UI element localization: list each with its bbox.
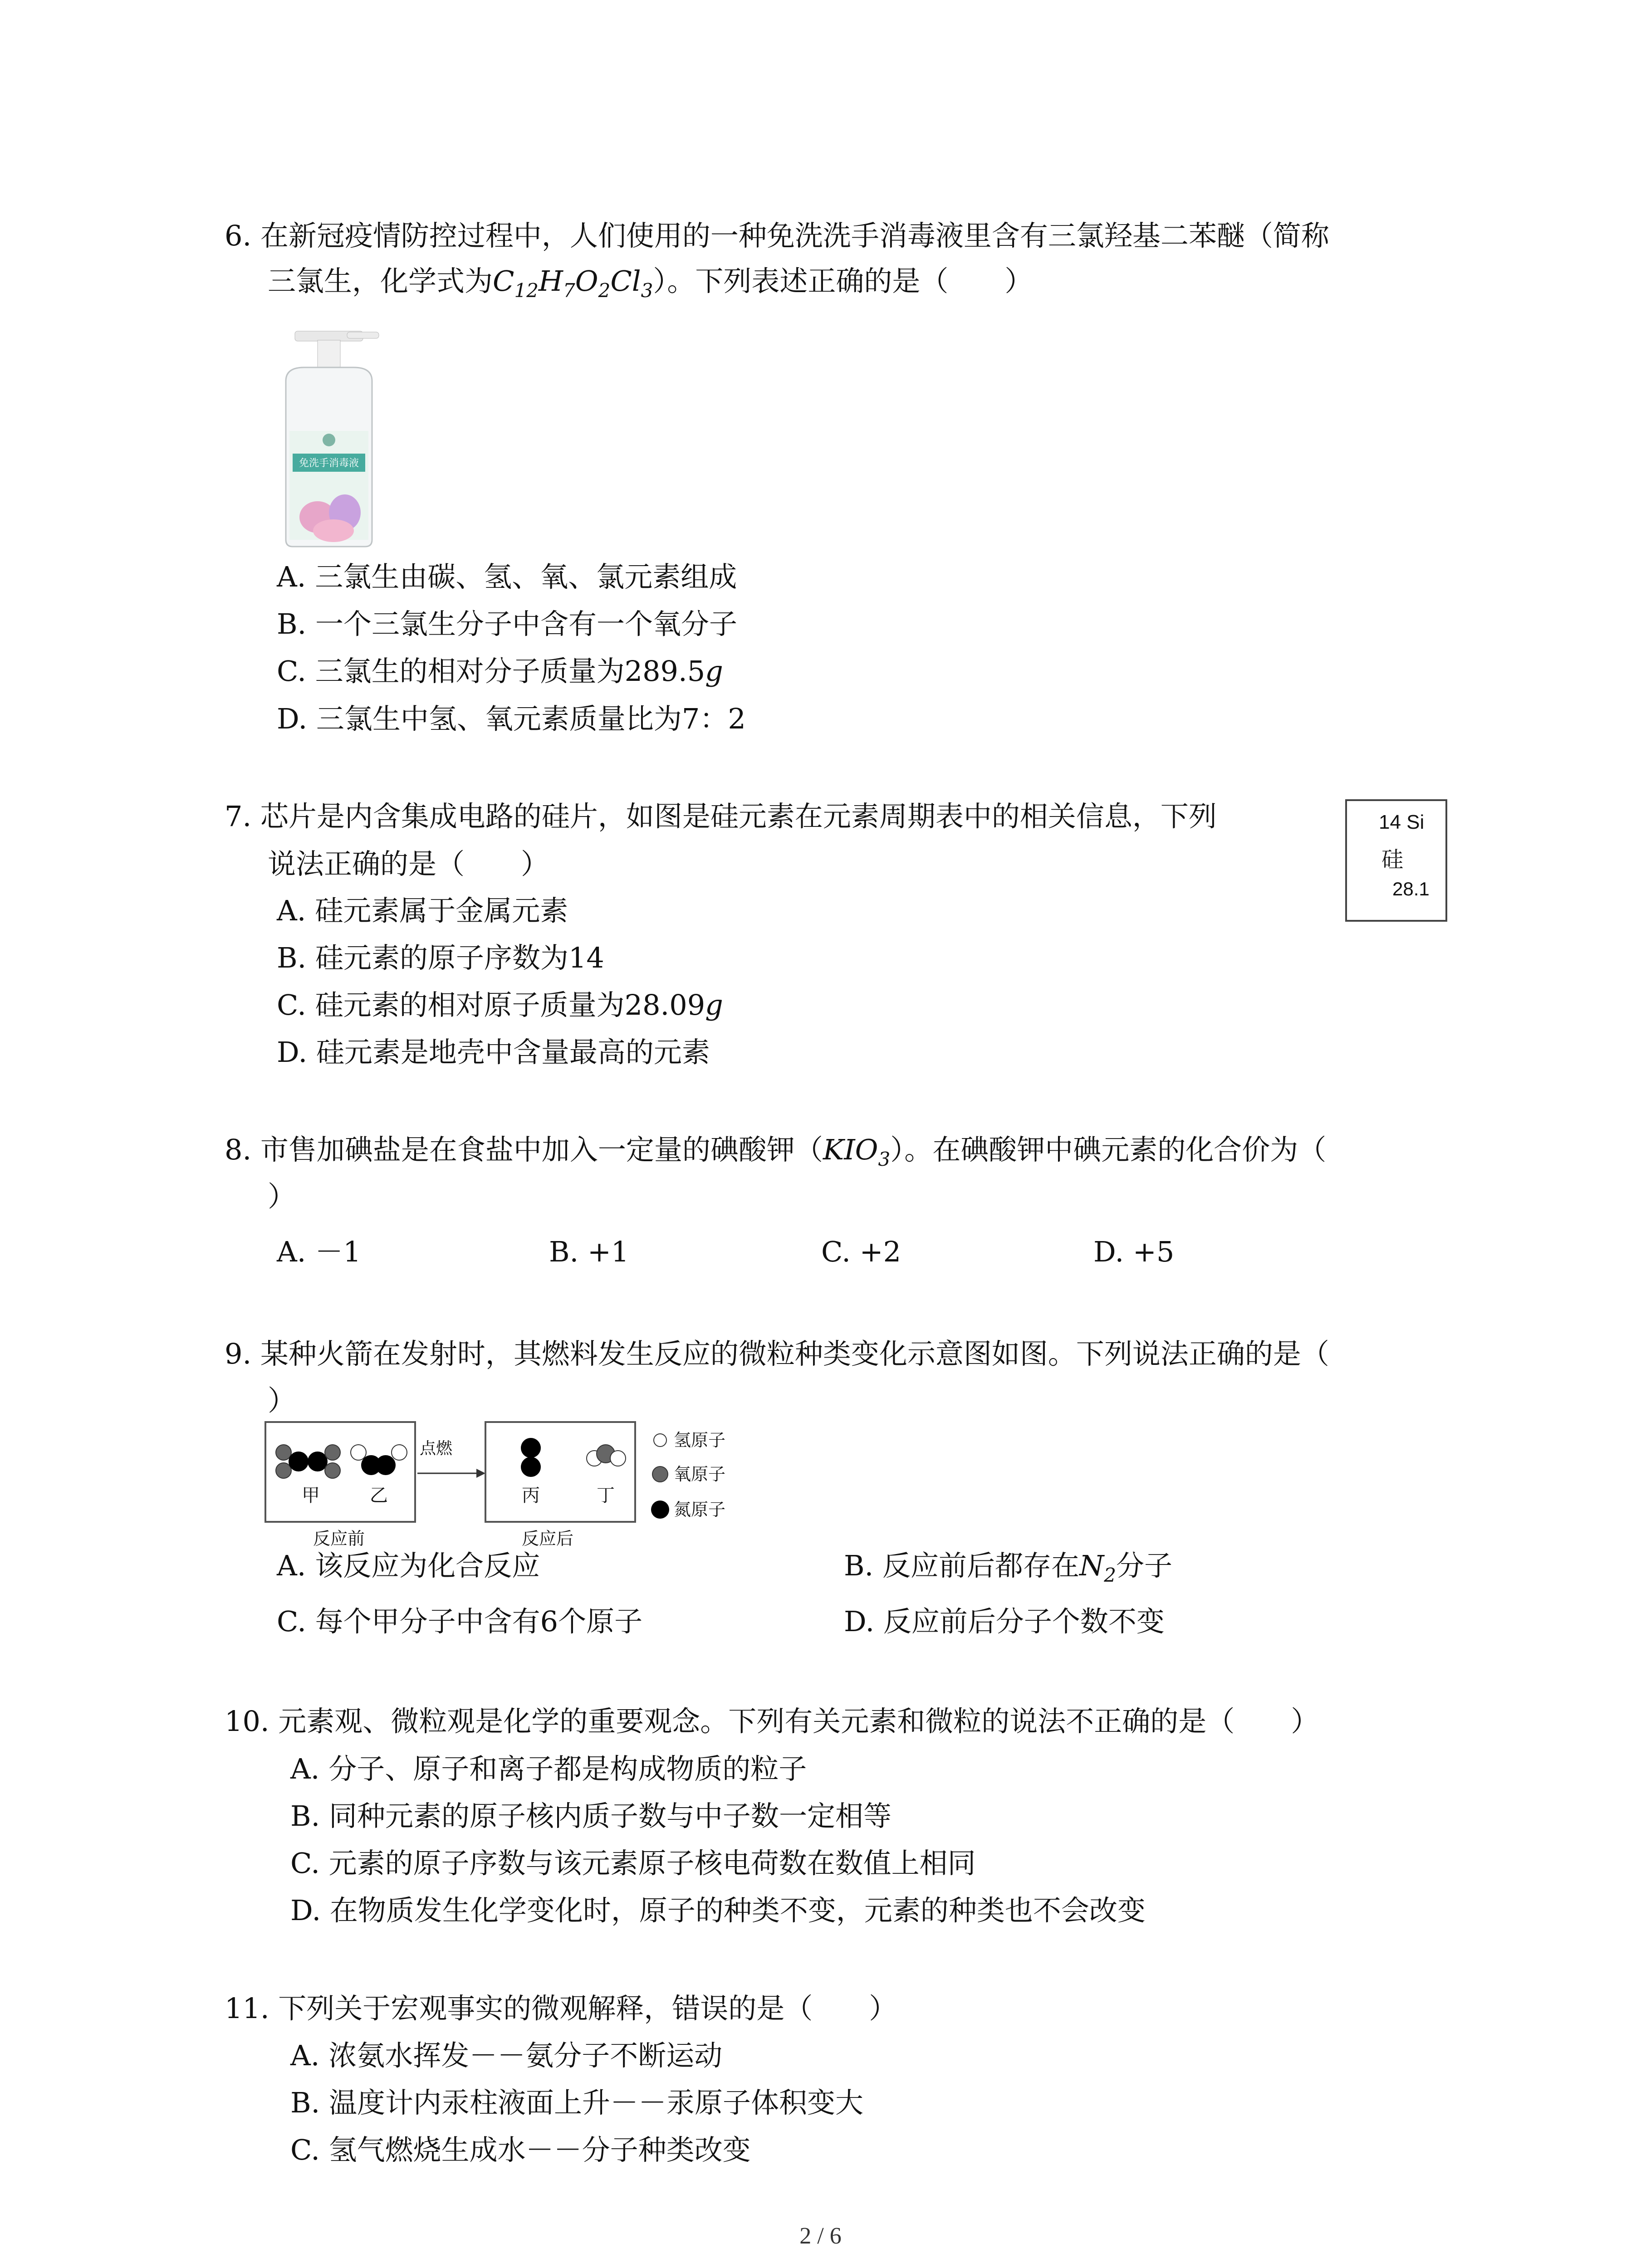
q10-stem-line1: 10. 元素观、微粒观是化学的重要观念。下列有关元素和微粒的说法不正确的是（ ） — [225, 1705, 1319, 1738]
q11-option-b[interactable]: B. 温度计内汞柱液面上升－－汞原子体积变大 — [290, 2086, 863, 2119]
q11-stem-line1: 11. 下列关于宏观事实的微观解释，错误的是（ ） — [225, 1992, 897, 2025]
q6-option-c[interactable]: C. 三氯生的相对分子质量为289.5g — [277, 655, 723, 688]
label-jia: 甲 — [302, 1485, 320, 1506]
q6-option-d[interactable]: D. 三氯生中氢、氧元素质量比为7：2 — [277, 702, 746, 735]
si-name: 硅 — [1381, 847, 1404, 872]
legend-hydrogen: 氢原子 — [674, 1430, 726, 1450]
label-before: 反应前 — [313, 1529, 365, 1549]
reaction-diagram — [263, 1420, 762, 1556]
label-after: 反应后 — [522, 1529, 574, 1549]
q7-option-a[interactable]: A. 硅元素属于金属元素 — [277, 894, 568, 927]
page-number: 2 / 6 — [799, 2223, 842, 2249]
si-mass: 28.1 — [1392, 878, 1430, 899]
label-bing: 丙 — [522, 1485, 540, 1506]
q8-option-c[interactable]: C. +2 — [821, 1235, 901, 1268]
q8-option-b[interactable]: B. +1 — [549, 1235, 629, 1268]
q11-option-c[interactable]: C. 氢气燃烧生成水－－分子种类改变 — [290, 2133, 751, 2166]
q10-option-b[interactable]: B. 同种元素的原子核内质子数与中子数一定相等 — [290, 1799, 892, 1833]
q9-stem-line2: ） — [268, 1384, 296, 1417]
arrow-label: 点燃 — [420, 1439, 453, 1458]
q8-formula: $KIO_3$ — [823, 1133, 891, 1170]
q9-option-b[interactable]: B. 反应前后都存在$N_2$分子 — [844, 1549, 1172, 1586]
bottle-label-text: 免洗手消毒液 — [299, 458, 359, 469]
q7-option-c[interactable]: C. 硅元素的相对原子质量为28.09g — [277, 988, 723, 1022]
legend-nitrogen-swatch — [651, 1501, 669, 1519]
q9-stem-line1: 9. 某种火箭在发射时，其燃料发生反应的微粒种类变化示意图如图。下列说法正确的是（ — [225, 1337, 1329, 1370]
label-ding: 丁 — [597, 1485, 615, 1506]
q11-option-a[interactable]: A. 浓氨水挥发－－氨分子不断运动 — [290, 2039, 723, 2072]
q8-stem-line1: 8. 市售加碘盐是在食盐中加入一定量的碘酸钾$(KIO_3)$。在碘酸钾中碘元素的化合价为（ — [225, 1133, 1327, 1170]
q7-option-b[interactable]: B. 硅元素的原子序数为14 — [277, 941, 604, 974]
q7-option-d[interactable]: D. 硅元素是地壳中含量最高的元素 — [277, 1036, 710, 1069]
q8-option-d[interactable]: D. +5 — [1093, 1235, 1175, 1268]
arrow-head — [476, 1469, 485, 1478]
q6-formula: $C_{12}H_7O_2Cl_3$ — [493, 264, 653, 302]
legend-oxygen-swatch — [652, 1466, 668, 1482]
sanitizer-bottle-image — [268, 318, 390, 553]
q9-option-a[interactable]: A. 该反应为化合反应 — [277, 1549, 540, 1582]
q9-option-c[interactable]: C. 每个甲分子中含有6个原子 — [277, 1605, 643, 1638]
si-number-symbol: 14 Si — [1379, 811, 1425, 833]
legend-nitrogen: 氮原子 — [674, 1500, 726, 1520]
q8-option-a[interactable]: A. －1 — [277, 1235, 361, 1268]
legend-oxygen: 氧原子 — [674, 1464, 726, 1484]
q8-stem-line2: ） — [268, 1180, 296, 1213]
q9-option-d[interactable]: D. 反应前后分子个数不变 — [844, 1605, 1165, 1638]
after-box — [485, 1422, 635, 1522]
q6-stem-line2: 三氯生，化学式为$C_{12}H_7O_2Cl_3$）。下列表述正确的是（ ） — [268, 264, 1033, 302]
q7-stem-line2: 说法正确的是（ ） — [268, 847, 549, 880]
q10-option-a[interactable]: A. 分子、原子和离子都是构成物质的粒子 — [290, 1752, 807, 1785]
q6-option-a[interactable]: A. 三氯生由碳、氢、氧、氯元素组成 — [277, 560, 737, 593]
q7-stem-line1: 7. 芯片是内含集成电路的硅片，如图是硅元素在元素周期表中的相关信息，下列 — [225, 800, 1217, 833]
q6-option-b[interactable]: B. 一个三氯生分子中含有一个氧分子 — [277, 607, 737, 640]
silicon-element-card — [1345, 799, 1447, 922]
q10-option-c[interactable]: C. 元素的原子序数与该元素原子核电荷数在数值上相同 — [290, 1847, 976, 1880]
q6-stem-line1: 6. 在新冠疫情防控过程中，人们使用的一种免洗洗手消毒液里含有三氯羟基二苯醚（简称 — [225, 219, 1329, 252]
label-yi: 乙 — [370, 1485, 388, 1506]
q10-option-d[interactable]: D. 在物质发生化学变化时，原子的种类不变，元素的种类也不会改变 — [290, 1894, 1146, 1927]
legend-hydrogen-swatch — [654, 1434, 666, 1447]
